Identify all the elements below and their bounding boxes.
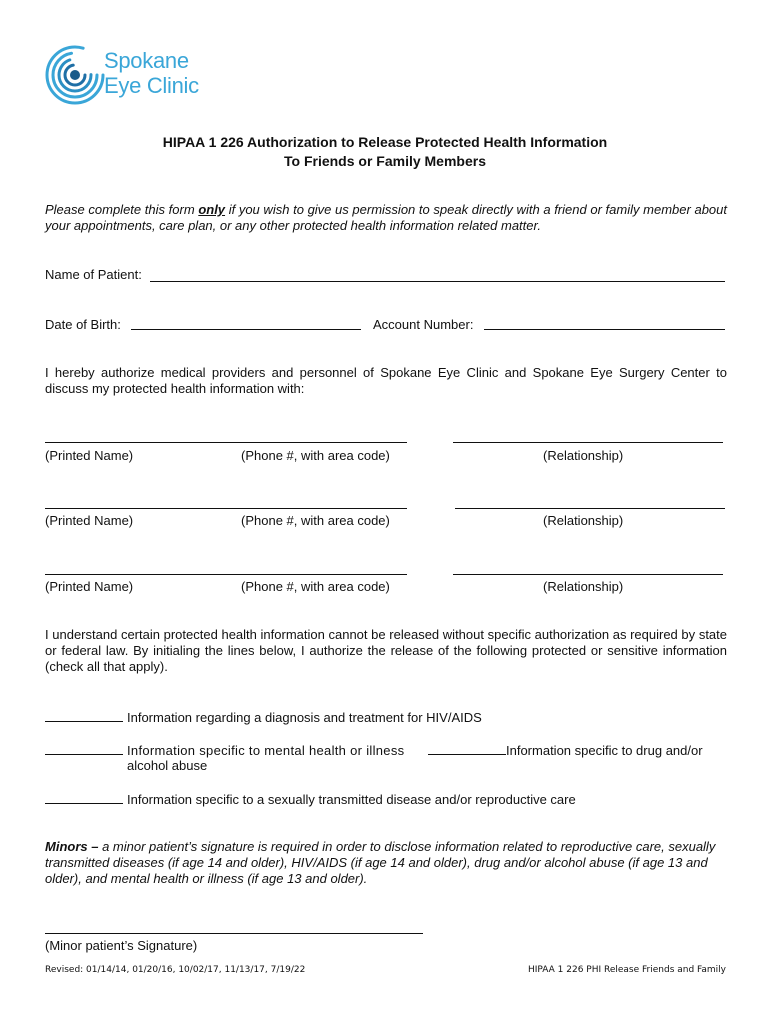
- intro-before: Please complete this form: [45, 202, 199, 217]
- patient-name-label: Name of Patient:: [45, 267, 142, 282]
- contact2-relationship-field[interactable]: [455, 508, 725, 509]
- option-drug: [428, 742, 703, 758]
- contact2-relationship-label: (Relationship): [543, 513, 624, 528]
- account-number-field[interactable]: [484, 329, 725, 330]
- contact3-name-phone-field[interactable]: [45, 574, 407, 575]
- footer-form-name: HIPAA 1 226 PHI Release Friends and Family: [527, 965, 726, 975]
- minors-body: a minor patient’s signature is required in order to disclose information related to reproductive care, sexually transmitted diseases (if age 14 and older), HIV/AIDS (if age 14 and older), drug and/or alcohol abuse (if age 13 and older), and mental health or illness (if age 13 and older).: [45, 839, 716, 886]
- contact1-relationship-label: (Relationship): [543, 448, 624, 463]
- option-hiv-label: Information regarding a diagnosis and treatment for HIV/AIDS: [127, 710, 482, 725]
- contact1-relationship-field[interactable]: [453, 442, 723, 443]
- contact3-relationship-label: (Relationship): [543, 579, 624, 594]
- account-number-label: Account Number:: [373, 317, 474, 332]
- intro-after: if you wish to give us permission to speak directly with a friend or family member about your appointments, care plan, or any other protected health information related matter.: [45, 202, 727, 233]
- option-drug-label-cont: alcohol abuse: [127, 758, 208, 773]
- option-drug-label: Information specific to drug and/or: [506, 743, 703, 758]
- dob-field[interactable]: [131, 329, 361, 330]
- minors-text: [45, 839, 727, 887]
- contact1-name-label: (Printed Name): [45, 448, 134, 463]
- option-mental-label: Information specific to mental health or illness: [127, 743, 405, 758]
- contact1-name-phone-field[interactable]: [45, 442, 407, 443]
- contact1-phone-label: (Phone #, with area code): [241, 448, 390, 463]
- logo-text-spokane: Spokane: [104, 48, 189, 73]
- contact2-name-phone-field[interactable]: [45, 508, 407, 509]
- minors-lead: Minors –: [45, 839, 99, 854]
- dob-label: Date of Birth:: [45, 317, 121, 332]
- patient-name-field[interactable]: [150, 281, 725, 282]
- minor-signature-label: (Minor patient’s Signature): [45, 938, 198, 953]
- form-title: HIPAA 1 226 Authorization to Release Protected Health Information: [162, 134, 608, 150]
- contact2-phone-label: (Phone #, with area code): [241, 513, 390, 528]
- authorize-text: I hereby authorize medical providers and personnel of Spokane Eye Clinic and Spokane Eye Surgery Center to discuss my protected health information with:: [45, 365, 727, 396]
- contact2-name-label: (Printed Name): [45, 513, 134, 528]
- intro-emphasis: only: [198, 202, 226, 217]
- option-hiv: [45, 709, 482, 725]
- contact3-name-label: (Printed Name): [45, 579, 134, 594]
- footer-revised: Revised: 01/14/14, 01/20/16, 10/02/17, 11/13/17, 7/19/22: [45, 965, 306, 975]
- hiv-initial-field[interactable]: [45, 709, 123, 722]
- logo-text-eye-clinic: Eye Clinic: [104, 73, 199, 98]
- mental-health-initial-field[interactable]: [45, 742, 123, 755]
- contact3-phone-label: (Phone #, with area code): [241, 579, 390, 594]
- option-std: [45, 791, 576, 807]
- contact3-relationship-field[interactable]: [453, 574, 723, 575]
- intro-text: [45, 202, 727, 234]
- understand-text: I understand certain protected health information cannot be released without specific authorization as required by state or federal law. By initialing the lines below, I authorize the release of the following protected or sensitive information (check all that apply).: [45, 627, 727, 674]
- drug-alcohol-initial-field[interactable]: [428, 742, 506, 755]
- std-initial-field[interactable]: [45, 791, 123, 804]
- option-std-label: Information specific to a sexually transmitted disease and/or reproductive care: [127, 792, 576, 807]
- form-subtitle: To Friends or Family Members: [283, 153, 486, 169]
- minor-signature-field[interactable]: [45, 933, 423, 934]
